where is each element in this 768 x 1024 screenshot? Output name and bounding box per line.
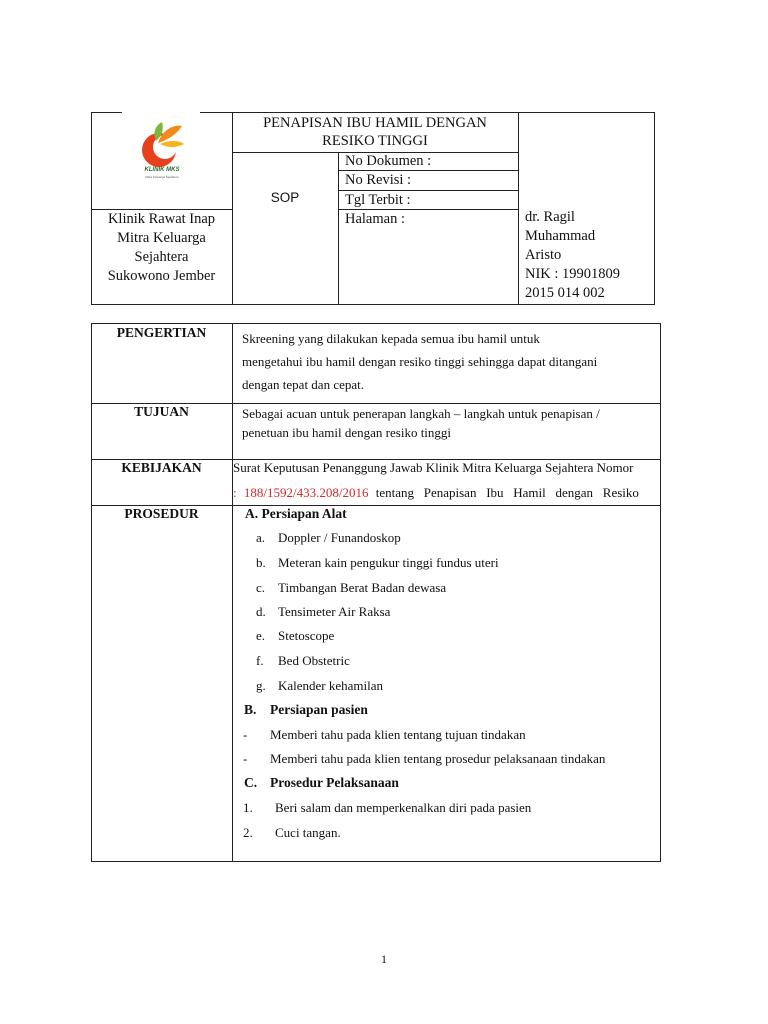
list-marker: g. (256, 678, 266, 693)
signer-line: NIK : 19901809 (525, 266, 621, 282)
list-marker: - (243, 727, 248, 742)
section-a-heading: A. Persiapan Alat (245, 506, 347, 521)
section-title: Persiapan pasien (270, 702, 368, 717)
doc-number-field: No Dokumen : (345, 153, 432, 169)
kebijakan-line2 (233, 485, 639, 501)
kebijakan-line2-text: tentang Penapisan Ibu Hamil dengan Resiko (375, 485, 639, 500)
section-c-heading (244, 775, 399, 791)
list-text: Cuci tangan. (275, 825, 341, 840)
text-line: dengan tepat dan cepat. (242, 377, 364, 392)
list-marker: - (243, 751, 248, 766)
section-b-heading (244, 702, 368, 718)
list-text: Meteran kain pengukur tinggi fundus uteri (278, 555, 499, 570)
clinic-line: Sejahtera (134, 249, 189, 265)
list-marker: d. (256, 604, 266, 619)
signer-line: Aristo (525, 247, 562, 263)
section-marker: B. (244, 702, 257, 717)
list-item (256, 678, 383, 694)
list-text: Doppler / Funandoskop (278, 530, 401, 545)
page-field: Halaman : (345, 211, 405, 227)
clinic-logo (122, 110, 200, 208)
tujuan-label: TUJUAN (134, 404, 189, 419)
decree-number: 188/1592/433.208/2016 (243, 485, 369, 500)
text-line: penetuan ibu hamil dengan resiko tinggi (242, 425, 452, 440)
list-item (256, 555, 499, 571)
kebijakan-label: KEBIJAKAN (121, 460, 202, 475)
revision-field: No Revisi : (345, 172, 412, 188)
signer-line: dr. Ragil (525, 209, 575, 225)
pengertian-text (242, 327, 597, 396)
prosedur-label: PROSEDUR (124, 506, 199, 521)
list-marker: b. (256, 555, 266, 570)
list-item (256, 604, 390, 620)
list-text: Beri salam dan memperkenalkan diri pada pasien (275, 800, 532, 815)
signer-line: Muhammad (525, 228, 596, 244)
list-marker: a. (256, 530, 266, 545)
page-number: 1 (381, 952, 387, 966)
list-item (243, 727, 526, 743)
section-title: Prosedur Pelaksanaan (270, 775, 399, 790)
title-line: RESIKO TINGGI (322, 133, 428, 149)
signer-line: 2015 014 002 (525, 285, 605, 301)
section-marker: C. (244, 775, 258, 790)
document-title (232, 114, 518, 150)
logo-text: KLINIK MKS (144, 167, 180, 173)
list-text: Stetoscope (278, 628, 335, 643)
doc-type-label: SOP (270, 190, 300, 205)
list-item (256, 628, 334, 644)
text-line: mengetahui ibu hamil dengan resiko tinggi sehingga dapat ditangani (242, 354, 598, 369)
list-text: Memberi tahu pada klien tentang prosedur pelaksanaan tindakan (270, 751, 606, 766)
list-item (243, 800, 531, 816)
logo-subtext: Mitra Keluarga Sejahtera (145, 175, 179, 179)
list-item (243, 751, 605, 767)
kebijakan-colon: : (233, 485, 237, 500)
issue-date-field: Tgl Terbit : (345, 192, 411, 208)
list-item (256, 580, 446, 596)
list-text: Tensimeter Air Raksa (278, 604, 391, 619)
list-marker: e. (256, 628, 266, 643)
list-item (243, 825, 341, 841)
clinic-line: Sukowono Jember (107, 268, 216, 284)
divider (518, 112, 519, 305)
list-marker: 1. (243, 800, 253, 815)
signer-block (525, 208, 620, 303)
list-item (256, 653, 350, 669)
text-line: Skreening yang dilakukan kepada semua ibu hamil untuk (242, 331, 540, 346)
list-text: Timbangan Berat Badan dewasa (278, 580, 447, 595)
pengertian-label: PENGERTIAN (116, 325, 207, 340)
clinic-line: Mitra Keluarga (117, 230, 206, 246)
list-marker: 2. (243, 825, 253, 840)
title-line: PENAPISAN IBU HAMIL DENGAN (263, 115, 487, 131)
clinic-line: Klinik Rawat Inap (107, 211, 216, 227)
clinic-name (91, 210, 232, 286)
divider (338, 152, 339, 305)
list-marker: c. (256, 580, 266, 595)
list-item (256, 530, 401, 546)
list-text: Memberi tahu pada klien tentang tujuan tindakan (270, 727, 526, 742)
kebijakan-line1: Surat Keputusan Penanggung Jawab Klinik Mitra Keluarga Sejahtera Nomor (233, 460, 634, 475)
text-line: Sebagai acuan untuk penerapan langkah – langkah untuk penapisan / (242, 406, 600, 421)
list-text: Kalender kehamilan (278, 678, 384, 693)
tujuan-text (242, 404, 600, 442)
list-marker: f. (256, 653, 264, 668)
list-text: Bed Obstetric (278, 653, 350, 668)
